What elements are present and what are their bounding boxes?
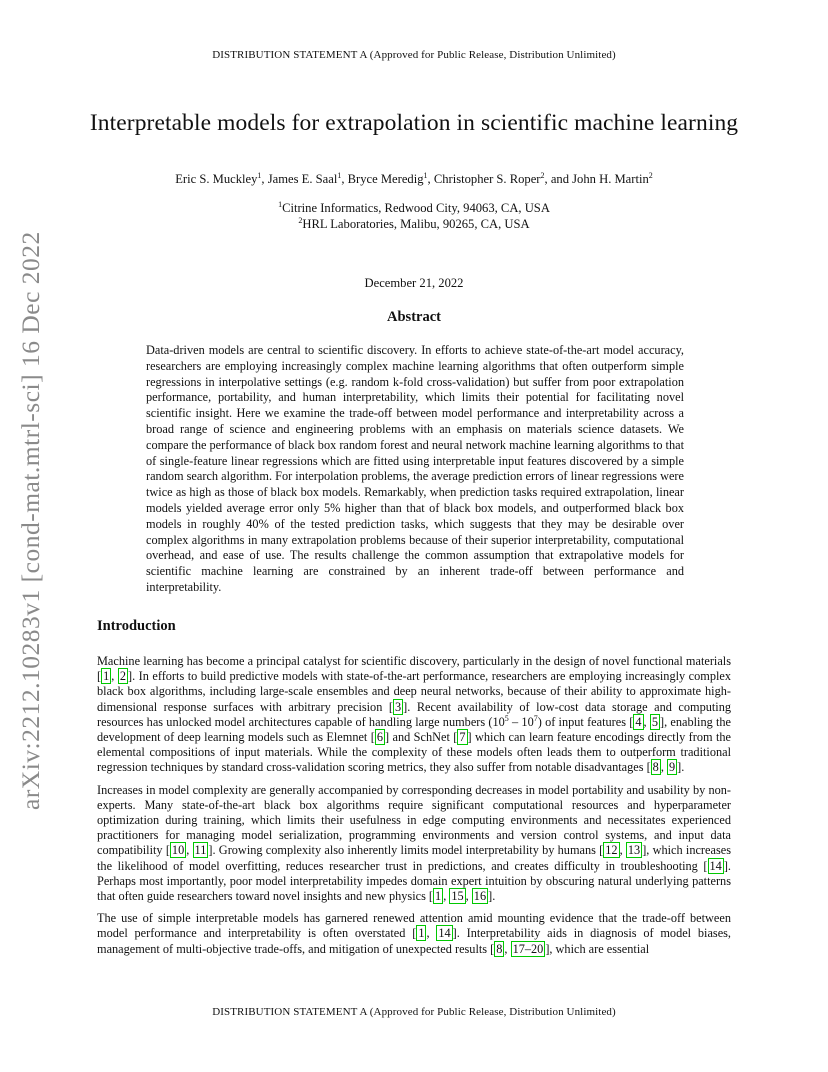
citation-link[interactable]: 11 (194, 843, 207, 858)
affiliation-number: 1 (278, 199, 283, 209)
paper-date: December 21, 2022 (364, 276, 464, 290)
citation-link[interactable]: 10 (171, 843, 185, 858)
author-affiliation-mark: 1 (337, 170, 342, 180)
citation-link[interactable]: 2 (119, 669, 126, 684)
distribution-statement-top: DISTRIBUTION STATEMENT A (Approved for Public Release, Distribution Unlimited) (212, 49, 616, 61)
body-text: , (660, 760, 667, 775)
body-text: ]. In efforts to build predictive models with state-of-the-art performance, researchers are employing increasingly complex black box algorithms, including large-scale ensembles and deep neural networks, because of their ability to approximate high-dimensional response surfaces with arbitrary precision [ (97, 669, 731, 714)
body-text: The use of simple interpretable models has garnered renewed attention amid mounting evidence that the trade-off between model performance and interpretability is often overstated [ (97, 911, 731, 941)
body-text: ) of input features [ (537, 714, 634, 729)
citation-link[interactable]: 7 (459, 730, 466, 745)
body-text: ]. Perhaps most importantly, poor model interpretability impedes domain expert intuition by obscuring natural underlying patterns that often guide researchers toward novel insights and new physics [ (97, 858, 731, 904)
author-affiliation-mark: 1 (423, 170, 428, 180)
body-text: ], enabling the development of deep learning models such as Elemnet [ (97, 714, 732, 745)
affiliation (0, 216, 828, 232)
author-affiliation-mark: 2 (648, 170, 653, 180)
affiliation-list (0, 200, 828, 232)
body-text: – 10 (508, 714, 534, 729)
author-name: James E. Saal (267, 172, 338, 186)
body-text: , (504, 941, 511, 956)
citation-link[interactable]: 1 (418, 926, 425, 941)
body-text: , (111, 669, 118, 684)
body-text: Increases in model complexity are generally accompanied by corresponding decreases in model portability and usability by non-experts. Many state-of-the-art black box algorithms require significant computational resources and hyperparameter optimization during training, which limits their usefulness in edge computing environments and necessitates experienced practitioners for managing model serialization, programming environments and version control systems, and input data compatibility [ (97, 782, 731, 858)
citation-link[interactable]: 6 (376, 730, 384, 745)
author-name: Bryce Meredig (347, 172, 424, 186)
body-text: ] and SchNet [ (385, 730, 458, 745)
citation-link[interactable]: 3 (395, 699, 402, 714)
body-text: , (426, 926, 437, 941)
body-text: Machine learning has become a principal catalyst for scientific discovery, particularly in the design of novel functional materials [ (97, 654, 731, 684)
introduction-paragraph (97, 654, 731, 776)
citation-link[interactable]: 16 (473, 889, 487, 904)
body-text: , (619, 843, 626, 858)
superscript: 5 (504, 713, 509, 723)
body-text: , (443, 889, 450, 904)
introduction-paragraph (97, 783, 731, 905)
body-text: , (186, 843, 193, 858)
paper-title: Interpretable models for extrapolation in scientific machine learning (89, 110, 739, 136)
citation-link[interactable]: 1 (103, 669, 110, 684)
affiliation (0, 200, 828, 216)
body-text: , (465, 889, 472, 904)
body-text: ]. Interpretability aids in diagnosis of model biases, management of multi-objective trade-offs, and mitigation of unexpected results [ (97, 926, 732, 956)
citation-link[interactable]: 15 (451, 889, 464, 904)
citation-link[interactable]: 8 (652, 760, 659, 775)
citation-link[interactable]: 13 (627, 843, 641, 858)
body-text: ]. (677, 760, 685, 775)
superscript: 7 (533, 713, 538, 723)
abstract-text: Data-driven models are central to scientific discovery. In efforts to achieve state-of-the-art model accuracy, researchers are employing increasingly complex machine learning algorithms that often outperform simple regressions in interpolative settings (e.g. random k-fold cross-validation) but suffer from poor extrapolation performance, portability, and human interpretability, which limits their potential for facilitating novel scientific insight. Here we examine the trade-off between model performance and interpretability across a broad range of science and engineering problems with an emphasis on materials science datasets. We compare the performance of black box random forest and neural network machine learning algorithms to that of single-feature linear regressions which are fitted using interpretable input features discovered by a simple random search algorithm. For interpolation problems, the average prediction errors of linear regressions were twice as high as those of black box models. Remarkably, when prediction tasks required extrapolation, linear models yielded average error only 5% higher than that of black box models, and outperformed black box models in roughly 40% of the tested prediction tasks, which suggests that they may be desirable over complex algorithms in many extrapolation problems because of their superior interpretability, computational overhead, and ease of use. The results challenge the common assumption that extrapolative models for scientific machine learning are constrained by an inherent trade-off between performance and interpretability. (146, 343, 684, 594)
body-text: , (643, 714, 650, 729)
citation-link[interactable]: 14 (709, 858, 722, 873)
author-name: Christopher S. Roper (433, 172, 541, 186)
body-text: ] which can learn feature encodings directly from the elemental compositions of input materials. While the complexity of these models often leads them to outperform traditional regression techniques by standard cross-validation scoring metrics, they also suffer from notable disadvantages [ (97, 730, 732, 775)
introduction-heading: Introduction (97, 618, 176, 634)
author-affiliation-mark: 1 (257, 170, 262, 180)
affiliation-text: Citrine Informatics, Redwood City, 94063, CA, USA (282, 201, 550, 215)
affiliation-number: 2 (298, 215, 303, 225)
affiliation-text: HRL Laboratories, Malibu, 90265, CA, USA (302, 217, 530, 231)
citation-link[interactable]: 1 (435, 889, 442, 904)
citation-link[interactable]: 12 (605, 843, 618, 858)
citation-link[interactable]: 5 (651, 714, 658, 729)
body-text: ], which increases the likelihood of model overfitting, reduces researcher trust in predictions, and creates difficulty in troubleshooting [ (97, 843, 731, 873)
author-list: Eric S. Muckley$^1$, James E. Saal$^1$, Bryce Meredig$^1$, Christopher S. Roper$^2$, and John H. Martin$^2$ (175, 170, 653, 186)
arxiv-identifier[interactable]: arXiv:2212.10283v1 [cond-mat.mtrl-sci] 16 Dec 2022 (16, 231, 45, 810)
distribution-statement-bottom: DISTRIBUTION STATEMENT A (Approved for Public Release, Distribution Unlimited) (212, 1006, 616, 1018)
introduction-body (97, 654, 731, 964)
author-affiliation-mark: 2 (540, 170, 545, 180)
body-text: ]. Recent availability of low-cost data storage and computing resources has unlocked model architectures capable of handling large numbers (10 (97, 699, 731, 729)
citation-link[interactable]: 17–20 (512, 941, 544, 956)
body-text: ], which are essential (545, 941, 650, 956)
citation-link[interactable]: 4 (635, 714, 642, 729)
body-text: ]. (488, 889, 496, 904)
citation-link[interactable]: 9 (668, 760, 676, 775)
body-text: ]. Growing complexity also inherently limits model interpretability by humans [ (208, 843, 604, 858)
citation-link[interactable]: 14 (438, 926, 451, 941)
abstract-heading: Abstract (387, 309, 441, 325)
author-name: Eric S. Muckley (175, 172, 258, 186)
citation-link[interactable]: 8 (496, 941, 503, 956)
introduction-paragraph (97, 911, 731, 957)
author-name: John H. Martin (572, 172, 649, 186)
